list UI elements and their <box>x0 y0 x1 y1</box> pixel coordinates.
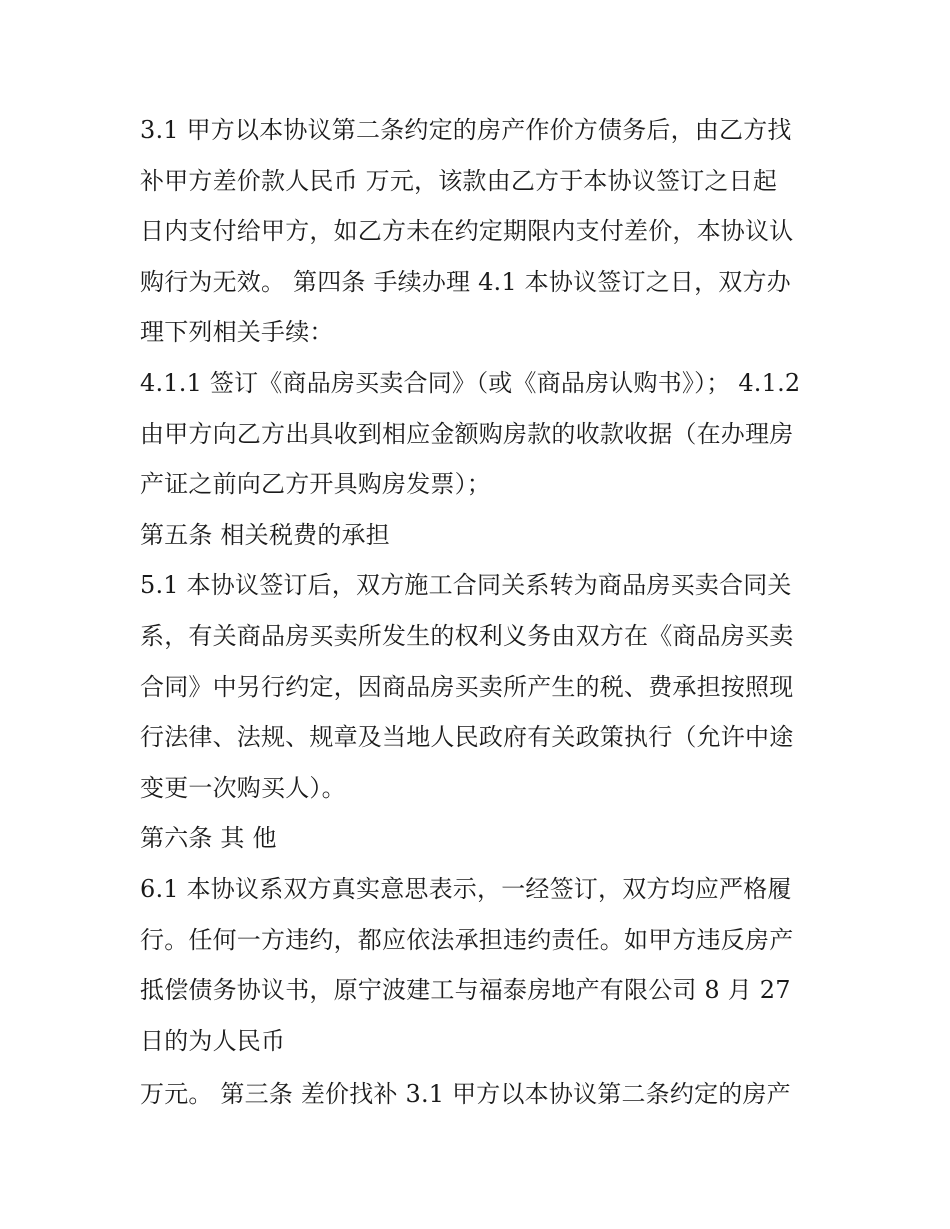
text-line: 系，有关商品房买卖所发生的权利义务由双方在《商品房买卖 <box>140 622 794 650</box>
text-line: 产证之前向乙方开具购房发票）； <box>140 470 491 498</box>
section-heading: 第六条 其 他 <box>140 824 277 852</box>
text-line: 理下列相关手续： <box>140 318 334 346</box>
text-line: 日内支付给甲方，如乙方未在约定期限内支付差价，本协议认 <box>140 217 794 245</box>
text-line: 行。任何一方违约，都应依法承担违约责任。如甲方违反房产 <box>140 926 794 954</box>
text-line: 行法律、法规、规章及当地人民政府有关政策执行（允许中途 <box>140 723 794 751</box>
text-line: 合同》中另行约定，因商品房买卖所产生的税、费承担按照现 <box>140 673 794 701</box>
text-line: 4.1.1 签订《商品房买卖合同》（或《商品房认购书》）； 4.1.2 <box>140 369 801 397</box>
section-heading: 第五条 相关税费的承担 <box>140 521 390 549</box>
text-line: 抵偿债务协议书，原宁波建工与福泰房地产有限公司 8 月 27 <box>140 976 791 1004</box>
text-line: 5.1 本协议签订后，双方施工合同关系转为商品房买卖合同关 <box>140 571 792 599</box>
text-line: 由甲方向乙方出具收到相应金额购房款的收款收据（在办理房 <box>140 420 794 448</box>
text-line: 变更一次购买人）。 <box>140 774 346 802</box>
text-line: 日的为人民币 <box>140 1027 286 1055</box>
text-line: 购行为无效。 第四条 手续办理 4.1 本协议签订之日，双方办 <box>140 268 791 296</box>
text-line: 6.1 本协议系双方真实意思表示，一经签订，双方均应严格履 <box>140 875 792 903</box>
text-line: 补甲方差价款人民币 万元，该款由乙方于本协议签订之日起 <box>140 167 778 195</box>
text-line: 3.1 甲方以本协议第二条约定的房产作价方债务后，由乙方找 <box>140 116 792 144</box>
text-line: 万元。 第三条 差价找补 3.1 甲方以本协议第二条约定的房产 <box>140 1080 791 1108</box>
